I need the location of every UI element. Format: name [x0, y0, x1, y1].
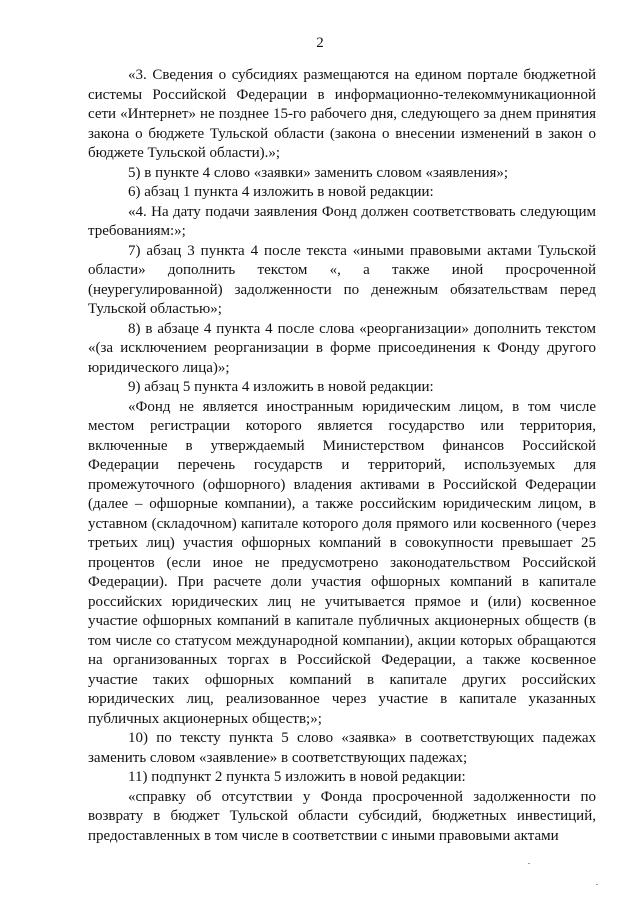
document-body — [88, 66, 596, 846]
paragraph-item-11: 11) подпункт 2 пункта 5 изложить в новой редакции: — [128, 769, 466, 785]
paragraph-item-8: 8) в абзаце 4 пункта 4 после слова «реорганизации» дополнить текстом «(за исключением реорганизации в форме присоединения к Фонду другого юридического лица)»; — [88, 320, 596, 376]
scan-speck — [596, 884, 598, 885]
paragraph-item-10: 10) по тексту пункта 5 слово «заявка» в соответствующих падежах заменить словом «заявление» в соответствующих падежах; — [88, 730, 596, 766]
paragraph-quote-requirements: «4. На дату подачи заявления Фонд должен соответствовать следующим требованиям:»; — [88, 203, 596, 239]
paragraph-item-5: 5) в пункте 4 слово «заявки» заменить словом «заявления»; — [128, 164, 509, 181]
paragraph-item-6: 6) абзац 1 пункта 4 изложить в новой редакции: — [128, 184, 434, 200]
paragraph-item-9: 9) абзац 5 пункта 4 изложить в новой редакции: — [128, 379, 434, 395]
paragraph-quote-certificate: «справку об отсутствии у Фонда просроченной задолженности по возврату в бюджет Тульской области субсидий, бюджетных инвестиций, предоставленных в том числе в соответствии с иными правовыми актами — [88, 788, 596, 844]
scan-speck — [528, 863, 530, 864]
paragraph-item-7: 7) абзац 3 пункта 4 после текста «иными правовыми актами Тульской области» дополнить текстом «, а также иной просроченной (неурегулированной) задолженности по денежным обязательствам перед Тульской областью»; — [88, 242, 596, 317]
page-number: 2 — [316, 35, 324, 51]
paragraph-quote-offshore: «Фонд не является иностранным юридическим лицом, в том числе местом регистрации которого является государство или территория, включенные в утверждаемый Министерством финансов Российской Федерации перечень государств и территорий, используемых для промежуточного (офшорного) владения активами в Российской Федерации (далее – офшорные компании), а также российским юридическим лицом, в уставном (складочном) капитале которого доля прямого или косвенного (через третьих лиц) участия офшорных компаний в совокупности превышает 25 процентов (если иное не предусмотрено законодательством Российской Федерации). При расчете доли участия офшорных компаний в капитале российских юридических лиц не учитывается прямое и (или) косвенное участие офшорных компаний в капитале публичных акционерных обществ (в том числе со статусом международной компании), акции которых обращаются на организованных торгах в Российской Федерации, а также косвенное участие таких офшорных компаний в капитале других российских юридических лиц, реализованное через участие в капитале указанных публичных акционерных обществ;»; — [88, 398, 596, 727]
paragraph-subsidy-info: «3. Сведения о субсидиях размещаются на едином портале бюджетной системы Российской Федерации в информационно-телекоммуникационной сети «Интернет» не позднее 15-го рабочего дня, следующего за днем принятия закона о бюджете Тульской области (закона о внесении изменений в закон о бюджете Тульской области).»; — [88, 67, 596, 161]
